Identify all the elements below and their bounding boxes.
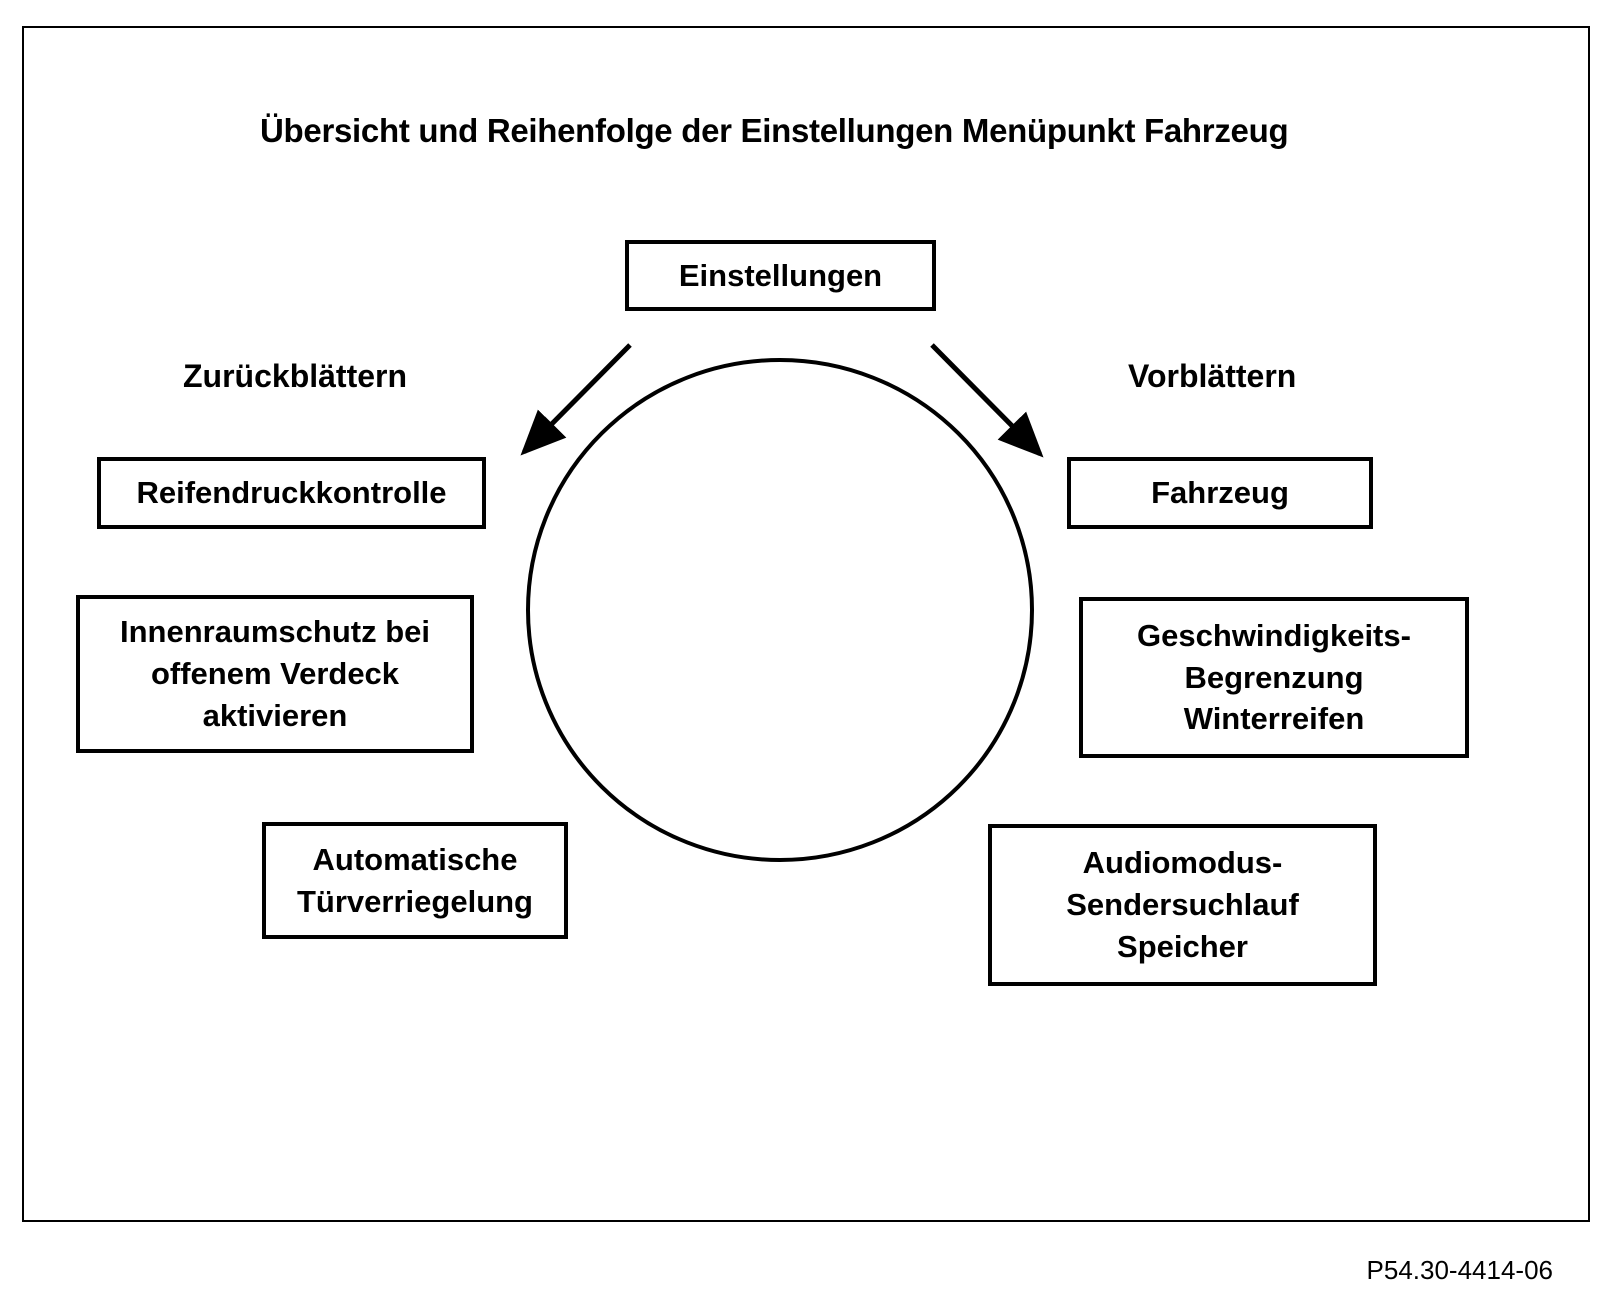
box-einstellungen <box>625 240 936 311</box>
box-geschwindigkeitsbegrenzung-label: Geschwindigkeits- Begrenzung Winterreifen <box>1137 617 1411 737</box>
box-audiomodus-label: Audiomodus- Sendersuchlauf Speicher <box>1066 845 1299 964</box>
box-fahrzeug-label: Fahrzeug <box>1151 475 1289 511</box>
box-fahrzeug <box>1067 457 1373 529</box>
box-innenraumschutz <box>76 595 474 753</box>
box-innenraumschutz-label: Innenraumschutz bei offenem Verdeck aktivieren <box>119 614 431 733</box>
figure-reference: P54.30-4414-06 <box>1366 1255 1553 1285</box>
box-reifendruckkontrolle-label: Reifendruckkontrolle <box>136 475 447 511</box>
arrow-forward <box>932 345 1040 454</box>
box-tuerverriegelung-label: Automatische Türverriegelung <box>297 841 533 919</box>
label-vorblaettern: Vorblättern <box>1128 358 1297 394</box>
box-geschwindigkeitsbegrenzung <box>1079 597 1469 758</box>
diagram-title: Übersicht und Reihenfolge der Einstellungen Menüpunkt Fahrzeug <box>260 112 1289 149</box>
box-reifendruckkontrolle <box>97 457 486 529</box>
cycle-circle <box>528 360 1032 860</box>
box-tuerverriegelung <box>262 822 568 939</box>
box-audiomodus <box>988 824 1377 986</box>
box-einstellungen-label: Einstellungen <box>678 257 883 293</box>
label-zurueckblaettern: Zurückblättern <box>183 358 408 394</box>
arrow-back <box>524 345 630 452</box>
